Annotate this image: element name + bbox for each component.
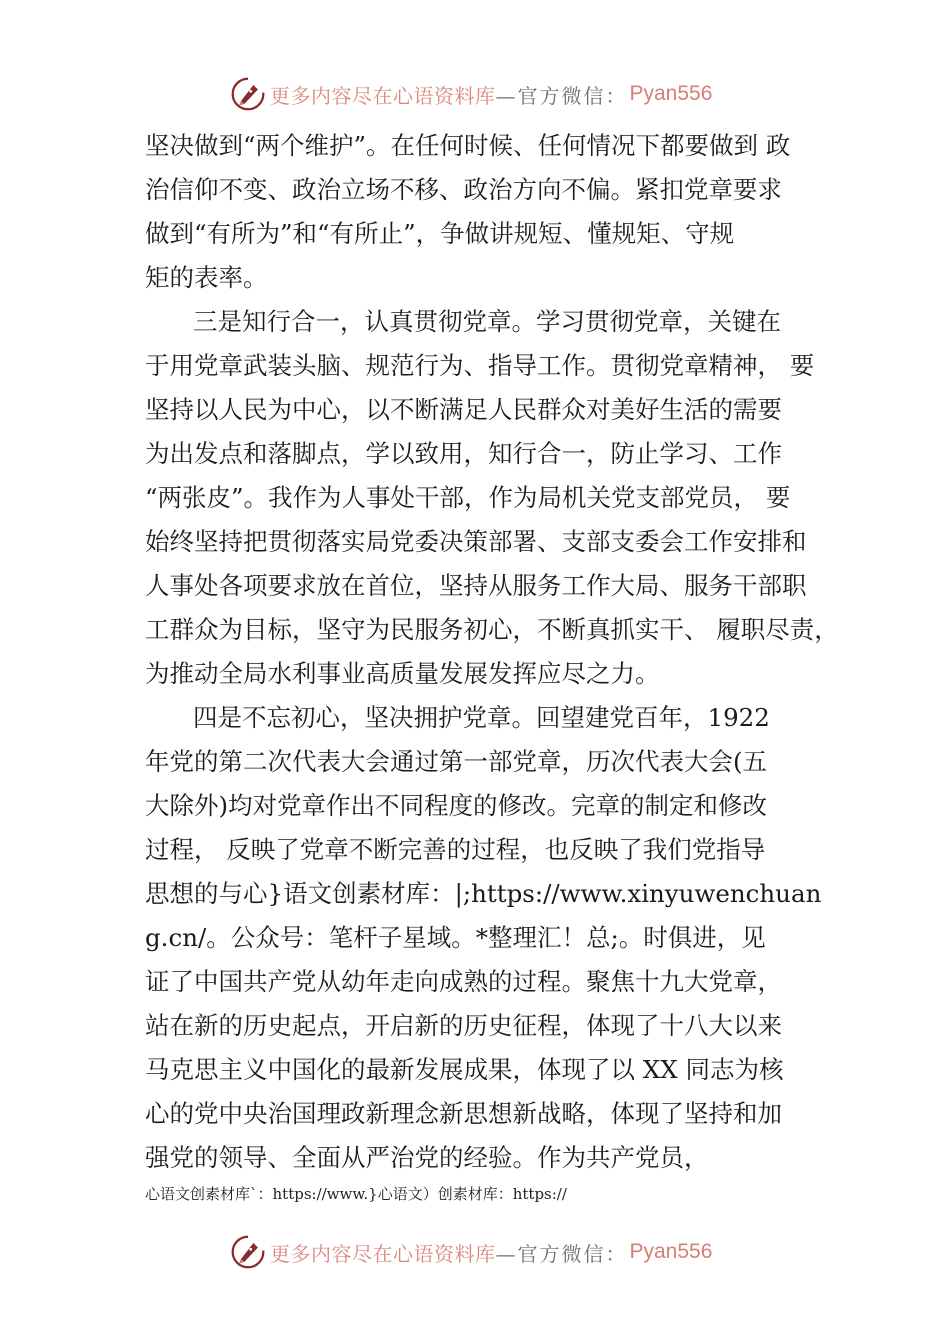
text-line: 大除外)均对党章作出不同程度的修改。完章的制定和修改 <box>145 791 768 820</box>
text-line: 马克思主义中国化的最新发展成果，体现了以 XX 同志为核 <box>145 1055 784 1084</box>
text-line: 站在新的历史起点，开启新的历史征程，体现了十八大以来 <box>145 1011 782 1040</box>
banner-dash-text: —官方微信： <box>495 1241 628 1266</box>
text-line: 坚持以人民为中心，以不断满足人民群众对美好生活的需要 <box>145 395 782 424</box>
text-line: 矩的表率。 <box>145 263 268 292</box>
text-line: “两张皮”。我作为人事处干部，作为局机关党支部党员， 要 <box>145 483 791 512</box>
text-line: 强党的领导、全面从严治党的经验。作为共产党员， <box>145 1143 709 1172</box>
text-line: 坚决做到“两个维护”。在任何时候、任何情况下都要做到 政 <box>145 131 791 160</box>
text-line: 人事处各项要求放在首位，坚持从服务工作大局、服务干部职 <box>145 571 807 600</box>
banner-wechat-id: Pyan556 <box>629 82 713 105</box>
banner-main-text: 更多内容尽在心语资料库 <box>270 1241 496 1266</box>
banner-main-text: 更多内容尽在心语资料库 <box>270 83 496 108</box>
paragraph-heading-line: 四是不忘初心，坚决拥护党章。回望建党百年，1922 <box>193 703 770 732</box>
text-line: 始终坚持把贯彻落实局党委决策部署、支部支委会工作安排和 <box>145 527 807 556</box>
text-line: 心的党中央治国理政新理念新思想新战略，体现了坚持和加 <box>145 1099 782 1128</box>
text-line: 为出发点和落脚点，学以致用，知行合一，防止学习、工作 <box>145 439 782 468</box>
footer-watermark-banner <box>230 1232 730 1272</box>
text-line: 工群众为目标，坚守为民服务初心，不断真抓实干、 履职尽责， <box>145 615 839 644</box>
document-body <box>145 124 845 1180</box>
text-line: 治信仰不变、政治立场不移、政治方向不偏。紧扣党章要求 <box>145 175 782 204</box>
text-line: 证了中国共产党从幼年走向成熟的过程。聚焦十九大党章， <box>145 967 782 996</box>
text-line: 为推动全局水利事业高质量发展发挥应尽之力。 <box>145 659 660 688</box>
text-line: 做到“有所为”和“有所止”，争做讲规短、懂规矩、守规 <box>145 219 735 248</box>
banner-dash-text: —官方微信： <box>495 83 628 108</box>
text-line: 思想的与心}语文创素材库：|;https://www.xinyuwenchuan <box>145 879 822 908</box>
text-line: 过程， 反映了党章不断完善的过程，也反映了我们党指导 <box>145 835 766 864</box>
footer-source-note: 心语文创素材库`：https://www.}心语文）创素材库：https:// <box>145 1185 567 1203</box>
text-line: 年党的第二次代表大会通过第一部党章，历次代表大会(五 <box>145 747 768 776</box>
banner-wechat-id: Pyan556 <box>629 1240 713 1263</box>
text-line: g.cn/。公众号：笔杆子星域。*整理汇！总;。时俱进，见 <box>145 923 766 952</box>
header-watermark-banner <box>230 74 730 114</box>
paragraph-heading-line: 三是知行合一，认真贯彻党章。学习贯彻党章，关键在 <box>193 307 781 336</box>
pen-nib-logo-icon <box>230 76 266 112</box>
pen-nib-logo-icon <box>230 1234 266 1270</box>
text-line: 于用党章武装头脑、规范行为、指导工作。贯彻党章精神， 要 <box>145 351 815 380</box>
